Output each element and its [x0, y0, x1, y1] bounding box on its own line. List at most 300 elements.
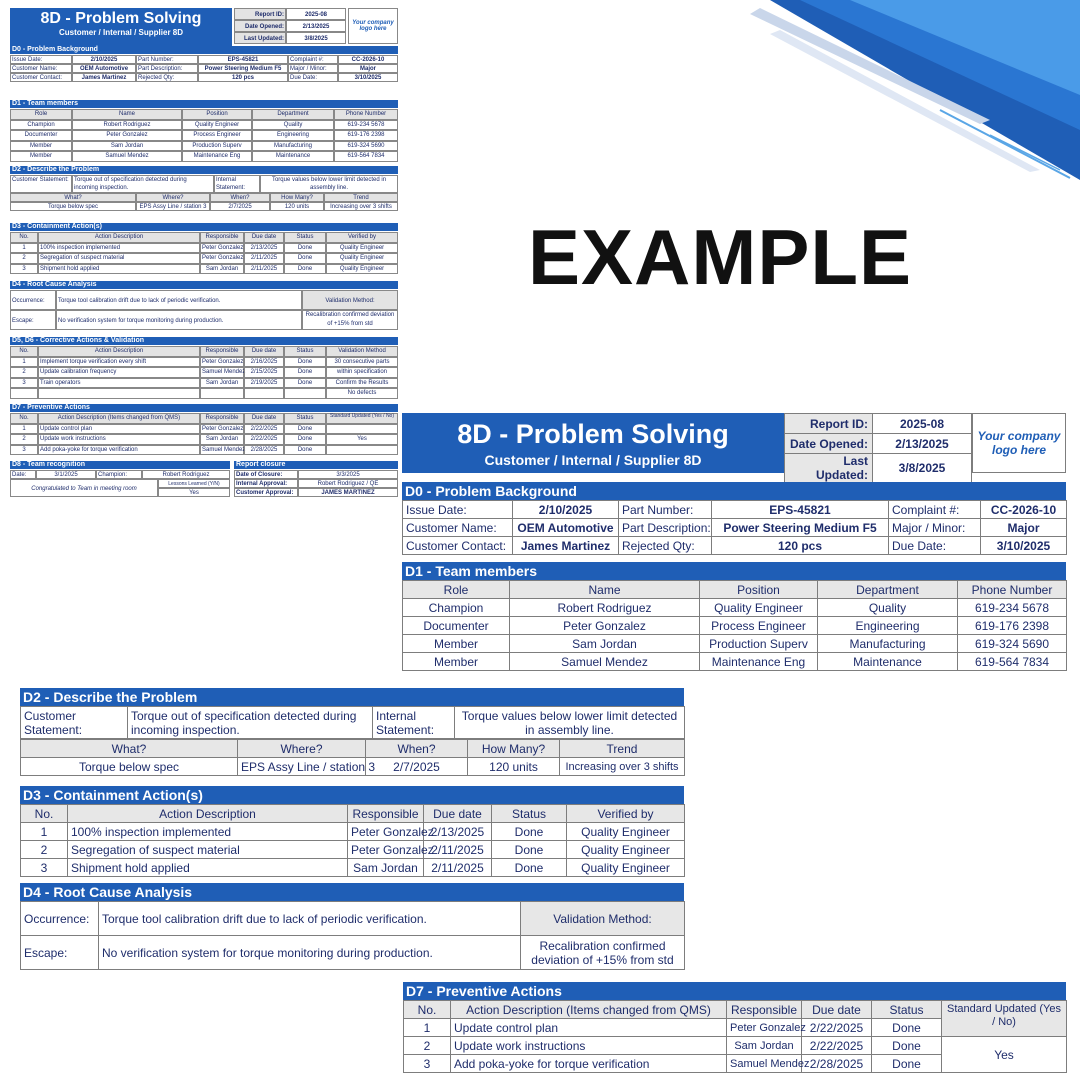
table-cell: Quality — [818, 599, 958, 617]
table-cell: 2 — [21, 841, 68, 859]
table-cell: Done — [872, 1037, 942, 1055]
table-cell: Samuel Mendez — [510, 653, 700, 671]
thumb-cell: Segregation of suspect material — [38, 253, 200, 264]
thumb-cell: Robert Rodriguez — [72, 120, 182, 131]
thumb-cell: Sam Jordan — [72, 141, 182, 152]
column-header: Action Description (Items changed from QMS) — [451, 1001, 727, 1019]
thumb-d1-title: D1 - Team members — [10, 100, 398, 108]
thumb-cell: Update calibration frequency — [38, 367, 200, 378]
thumb-row — [10, 151, 398, 162]
thumb-cell: Done — [284, 243, 326, 254]
d0-title: D0 - Problem Background — [402, 482, 1066, 500]
table-cell: Member — [403, 653, 510, 671]
thumb-cell: 2/16/2025 — [244, 357, 284, 368]
thumb-d7-title: D7 - Preventive Actions — [10, 404, 398, 412]
table-cell: Segregation of suspect material — [68, 841, 348, 859]
table-cell: Shipment hold applied — [68, 859, 348, 877]
table-cell: 2/11/2025 — [424, 859, 492, 877]
example-watermark: EXAMPLE — [528, 213, 913, 301]
d3-section — [20, 786, 684, 877]
thumb-cell: Quality Engineer — [326, 264, 398, 275]
thumb-cell: Update control plan — [38, 424, 200, 435]
thumb-cell: Done — [284, 357, 326, 368]
d7-section — [403, 982, 1066, 1073]
thumb-cell: No. — [10, 232, 38, 243]
table-cell: Samuel Mendez — [727, 1055, 802, 1073]
thumb-d8-champion-label: Champion: — [96, 470, 142, 479]
thumb-cell: Manufacturing — [252, 141, 334, 152]
column-header: Trend — [560, 740, 685, 758]
d3-header-row — [21, 805, 685, 823]
page-title: 8D - Problem Solving — [457, 419, 729, 449]
thumb-closure-title: Report closure — [234, 461, 398, 469]
thumb-occurrence-label: Occurrence: — [10, 290, 56, 310]
major-minor-value: Major — [981, 519, 1067, 537]
table-cell: Increasing over 3 shifts — [560, 758, 685, 776]
validation-method-value: Recalibration confirmed deviation of +15% from std — [521, 936, 685, 970]
thumb-cell: Department — [252, 109, 334, 120]
table-cell: Engineering — [818, 617, 958, 635]
thumb-cell: Champion — [10, 120, 72, 131]
column-header: Position — [700, 581, 818, 599]
column-header: How Many? — [468, 740, 560, 758]
table-cell: Robert Rodriguez — [510, 599, 700, 617]
table-cell: Torque below spec — [21, 758, 238, 776]
thumb-customer-name-label: Customer Name: — [10, 64, 72, 73]
column-header: No. — [21, 805, 68, 823]
thumb-cell: Action Description — [38, 232, 200, 243]
thumb-cell: Increasing over 3 shifts — [324, 202, 398, 211]
thumb-complaint-label: Complaint #: — [288, 55, 338, 64]
thumb-row — [10, 445, 398, 456]
column-header: Verified by — [567, 805, 685, 823]
thumb-cell: Due date — [244, 232, 284, 243]
table-cell: 100% inspection implemented — [68, 823, 348, 841]
thumb-cell: 30 consecutive parts — [326, 357, 398, 368]
thumb-cell: Quality Engineer — [182, 120, 252, 131]
thumb-closure-customer-label: Customer Approval: — [234, 488, 298, 497]
report-meta — [784, 413, 972, 483]
thumb-last-updated: 3/8/2025 — [286, 32, 346, 44]
team-member-row — [403, 653, 1067, 671]
thumb-closure-customer: JAMES MARTINEZ — [298, 488, 398, 497]
column-header: Standard Updated (Yes / No) — [942, 1001, 1067, 1037]
date-opened-label: Date Opened: — [785, 434, 873, 454]
table-cell: 3 — [404, 1055, 451, 1073]
thumb-cell — [326, 424, 398, 435]
thumb-date-opened: 2/13/2025 — [286, 20, 346, 32]
thumb-cell: Engineering — [252, 130, 334, 141]
thumb-cell: EPS Assy Line / station 3 — [136, 202, 210, 211]
thumb-row — [10, 357, 398, 368]
thumb-cell: Peter Gonzalez — [200, 243, 244, 254]
thumb-cell: Peter Gonzalez — [200, 253, 244, 264]
column-header: Where? — [238, 740, 366, 758]
thumb-internal-statement-label: Internal Statement: — [214, 175, 260, 193]
d1-section — [402, 562, 1066, 671]
table-cell: Peter Gonzalez — [348, 823, 424, 841]
thumb-issue-date: 2/10/2025 — [72, 55, 136, 64]
thumb-cell — [38, 388, 200, 399]
due-date-value: 3/10/2025 — [981, 537, 1067, 555]
thumb-cell: Maintenance — [252, 151, 334, 162]
thumb-cell: Train operators — [38, 378, 200, 389]
thumb-cell: Member — [10, 151, 72, 162]
thumb-d4-title: D4 - Root Cause Analysis — [10, 281, 398, 289]
thumb-cell: Torque below spec — [10, 202, 136, 211]
escape-label: Escape: — [21, 936, 99, 970]
column-header: Status — [492, 805, 567, 823]
thumb-row — [10, 130, 398, 141]
thumb-customer-statement: Torque out of specification detected during incoming inspection. — [72, 175, 214, 193]
thumb-row — [10, 367, 398, 378]
thumb-row — [10, 264, 398, 275]
thumb-cell: 2 — [10, 434, 38, 445]
thumb-cell: Name — [72, 109, 182, 120]
thumb-cell: Position — [182, 109, 252, 120]
thumb-major-minor-label: Major / Minor: — [288, 64, 338, 73]
column-header: Action Description — [68, 805, 348, 823]
thumb-d8-date-label: Date: — [10, 470, 36, 479]
thumb-cell: 2/28/2025 — [244, 445, 284, 456]
table-cell: Quality Engineer — [567, 823, 685, 841]
thumb-cell: Responsible — [200, 232, 244, 243]
table-cell: Sam Jordan — [348, 859, 424, 877]
d4-section — [20, 883, 684, 970]
thumb-row — [10, 388, 398, 399]
thumb-cell: Done — [284, 378, 326, 389]
thumb-row — [10, 120, 398, 131]
thumb-escape-label: Escape: — [10, 310, 56, 330]
table-cell: Maintenance Eng — [700, 653, 818, 671]
thumb-cell: Done — [284, 434, 326, 445]
thumb-cell: 1 — [10, 357, 38, 368]
thumb-d8-date: 3/1/2025 — [36, 470, 96, 479]
column-header: Due date — [424, 805, 492, 823]
report-header — [402, 413, 1066, 482]
thumb-cell: Quality — [252, 120, 334, 131]
thumb-cell: Peter Gonzalez — [200, 424, 244, 435]
table-cell: Documenter — [403, 617, 510, 635]
team-member-row — [403, 599, 1067, 617]
thumb-cell — [326, 445, 398, 456]
thumb-logo-placeholder: Your company logo here — [348, 8, 398, 44]
thumb-customer-contact: James Martinez — [72, 73, 136, 82]
rejected-qty-value: 120 pcs — [712, 537, 889, 555]
thumb-issue-date-label: Issue Date: — [10, 55, 72, 64]
escape-value: No verification system for torque monitoring during production. — [99, 936, 521, 970]
thumb-cell: Samuel Mendez — [200, 445, 244, 456]
report-id-value: 2025-08 — [873, 414, 972, 434]
table-cell: Peter Gonzalez — [727, 1019, 802, 1037]
table-cell: Done — [492, 859, 567, 877]
thumb-cell: 2/11/2025 — [244, 253, 284, 264]
table-cell: Done — [872, 1055, 942, 1073]
thumb-cell: 1 — [10, 424, 38, 435]
table-cell: Quality Engineer — [567, 859, 685, 877]
thumb-occurrence: Torque tool calibration drift due to lack of periodic verification. — [56, 290, 302, 310]
thumb-cell: 619-176 2398 — [334, 130, 398, 141]
thumb-cell: Due date — [244, 413, 284, 424]
table-cell: 2/22/2025 — [802, 1037, 872, 1055]
occurrence-label: Occurrence: — [21, 902, 99, 936]
thumb-cell: Action Description (Items changed from QMS) — [38, 413, 200, 424]
thumb-row — [10, 243, 398, 254]
thumb-cell: Done — [284, 367, 326, 378]
last-updated-value: 3/8/2025 — [873, 454, 972, 483]
column-header: Status — [872, 1001, 942, 1019]
thumb-cell: 3 — [10, 378, 38, 389]
thumb-cell: Verified by — [326, 232, 398, 243]
thumb-closure-date: 3/3/2025 — [298, 470, 398, 479]
thumb-cell: 2/7/2025 — [210, 202, 270, 211]
table-cell: 2/13/2025 — [424, 823, 492, 841]
thumb-major-minor: Major — [338, 64, 398, 73]
thumb-title: 8D - Problem Solving — [40, 10, 202, 27]
table-cell: 619-324 5690 — [958, 635, 1067, 653]
d4-title: D4 - Root Cause Analysis — [20, 883, 684, 901]
thumb-cell: Documenter — [10, 130, 72, 141]
thumb-due-date: 3/10/2025 — [338, 73, 398, 82]
column-header: Responsible — [348, 805, 424, 823]
thumb-cell: What? — [10, 193, 136, 202]
thumb-rejected-qty: 120 pcs — [198, 73, 288, 82]
issue-date-label: Issue Date: — [403, 501, 513, 519]
containment-row — [21, 823, 685, 841]
thumb-d3-title: D3 - Containment Action(s) — [10, 223, 398, 231]
thumb-cell: Responsible — [200, 346, 244, 357]
thumb-cell: Sam Jordan — [200, 434, 244, 445]
thumb-header-row — [10, 193, 398, 202]
thumbnail-full-sheet — [10, 6, 398, 496]
company-logo-placeholder: Your company logo here — [972, 413, 1066, 473]
thumb-cell: 619-234 5678 — [334, 120, 398, 131]
thumb-cell: 619-324 5690 — [334, 141, 398, 152]
thumb-cell: 1 — [10, 243, 38, 254]
containment-row — [21, 841, 685, 859]
d0-section — [402, 482, 1066, 555]
table-cell: 2/7/2025 — [366, 758, 468, 776]
column-header: No. — [404, 1001, 451, 1019]
thumb-cell: Where? — [136, 193, 210, 202]
thumb-cell: 120 units — [270, 202, 324, 211]
thumb-cell: How Many? — [270, 193, 324, 202]
rejected-qty-label: Rejected Qty: — [619, 537, 712, 555]
thumb-cell: No defects — [326, 388, 398, 399]
thumb-validation: Recalibration confirmed deviation of +15% from std — [302, 310, 398, 330]
corner-stripes-decoration — [740, 0, 1080, 200]
thumb-d2-title: D2 - Describe the Problem — [10, 166, 398, 174]
table-cell: 120 units — [468, 758, 560, 776]
thumb-part-number-label: Part Number: — [136, 55, 198, 64]
thumb-cell: 2 — [10, 367, 38, 378]
complaint-value: CC-2026-10 — [981, 501, 1067, 519]
validation-method-label: Validation Method: — [521, 902, 685, 936]
thumb-internal-statement: Torque values below lower limit detected in assembly line. — [260, 175, 398, 193]
thumb-escape: No verification system for torque monitoring during production. — [56, 310, 302, 330]
table-cell: Sam Jordan — [727, 1037, 802, 1055]
thumb-customer-statement-label: Customer Statement: — [10, 175, 72, 193]
thumb-cell: Status — [284, 413, 326, 424]
thumb-cell: Due date — [244, 346, 284, 357]
thumb-cell: Done — [284, 424, 326, 435]
title-box — [402, 413, 784, 473]
due-date-label: Due Date: — [889, 537, 981, 555]
table-cell: Maintenance — [818, 653, 958, 671]
thumb-cell: Production Superv — [182, 141, 252, 152]
thumb-report-id-label: Report ID: — [234, 8, 286, 20]
d7-header-row — [404, 1001, 1067, 1019]
preventive-action-row — [404, 1037, 1067, 1055]
thumb-customer-contact-label: Customer Contact: — [10, 73, 72, 82]
table-cell: 619-564 7834 — [958, 653, 1067, 671]
thumb-cell: When? — [210, 193, 270, 202]
thumb-header-row — [10, 413, 398, 424]
thumb-report-meta — [234, 8, 346, 44]
thumb-d8-lessons-label: Lessons Learned (Y/N) — [158, 479, 230, 488]
customer-contact-value: James Martinez — [513, 537, 619, 555]
thumb-cell — [10, 388, 38, 399]
table-cell: 1 — [21, 823, 68, 841]
thumb-header-row — [10, 109, 398, 120]
thumb-part-number: EPS-45821 — [198, 55, 288, 64]
thumb-header-row — [10, 232, 398, 243]
thumb-cell: 2/11/2025 — [244, 264, 284, 275]
table-cell: Add poka-yoke for torque verification — [451, 1055, 727, 1073]
thumb-cell: 2/19/2025 — [244, 378, 284, 389]
thumb-cell: Standard Updated (Yes / No) — [326, 413, 398, 424]
thumb-row — [10, 253, 398, 264]
major-minor-label: Major / Minor: — [889, 519, 981, 537]
thumb-cell: Responsible — [200, 413, 244, 424]
table-cell: Done — [492, 841, 567, 859]
thumb-cell: Status — [284, 346, 326, 357]
d2-header-row — [21, 740, 685, 758]
thumb-cell: No. — [10, 346, 38, 357]
thumb-closure-date-label: Date of Closure: — [234, 470, 298, 479]
part-description-value: Power Steering Medium F5 — [712, 519, 889, 537]
thumb-cell: Action Description — [38, 346, 200, 357]
thumb-part-desc: Power Steering Medium F5 — [198, 64, 288, 73]
table-cell: 1 — [404, 1019, 451, 1037]
table-cell: 2/22/2025 — [802, 1019, 872, 1037]
thumb-d0-title: D0 - Problem Background — [10, 46, 398, 54]
table-cell: Sam Jordan — [510, 635, 700, 653]
d2-values-row — [21, 758, 685, 776]
date-opened-value: 2/13/2025 — [873, 434, 972, 454]
table-cell: Member — [403, 635, 510, 653]
thumb-cell: Validation Method — [326, 346, 398, 357]
thumb-due-date-label: Due Date: — [288, 73, 338, 82]
table-cell: Process Engineer — [700, 617, 818, 635]
table-cell: Done — [872, 1019, 942, 1037]
column-header: What? — [21, 740, 238, 758]
issue-date-value: 2/10/2025 — [513, 501, 619, 519]
thumb-cell: Peter Gonzalez — [72, 130, 182, 141]
thumb-cell: 3 — [10, 445, 38, 456]
customer-name-value: OEM Automotive — [513, 519, 619, 537]
customer-contact-label: Customer Contact: — [403, 537, 513, 555]
thumb-cell — [284, 388, 326, 399]
thumb-row — [10, 141, 398, 152]
thumb-cell: Update work instructions — [38, 434, 200, 445]
thumb-cell: 2/13/2025 — [244, 243, 284, 254]
thumb-cell: Add poka-yoke for torque verification — [38, 445, 200, 456]
thumb-cell: Status — [284, 232, 326, 243]
table-cell: 619-176 2398 — [958, 617, 1067, 635]
thumb-cell: Peter Gonzalez — [200, 357, 244, 368]
thumb-cell: Trend — [324, 193, 398, 202]
thumb-date-opened-label: Date Opened: — [234, 20, 286, 32]
thumb-cell: Done — [284, 264, 326, 275]
table-cell: 619-234 5678 — [958, 599, 1067, 617]
thumb-row — [10, 378, 398, 389]
occurrence-value: Torque tool calibration drift due to lack of periodic verification. — [99, 902, 521, 936]
thumb-row — [10, 202, 398, 211]
thumb-cell: Process Engineer — [182, 130, 252, 141]
column-header: Due date — [802, 1001, 872, 1019]
table-cell: Champion — [403, 599, 510, 617]
part-number-label: Part Number: — [619, 501, 712, 519]
thumb-cell: Member — [10, 141, 72, 152]
thumb-closure-internal-label: Internal Approval: — [234, 479, 298, 488]
table-cell: Update control plan — [451, 1019, 727, 1037]
thumb-report-id: 2025-08 — [286, 8, 346, 20]
d7-title: D7 - Preventive Actions — [403, 982, 1066, 1000]
page-subtitle: Customer / Internal / Supplier 8D — [484, 452, 702, 468]
thumb-cell — [200, 388, 244, 399]
customer-statement-label: Customer Statement: — [21, 707, 128, 739]
containment-row — [21, 859, 685, 877]
thumb-cell: Confirm the Results — [326, 378, 398, 389]
thumb-cell: Maintenance Eng — [182, 151, 252, 162]
thumb-rejected-qty-label: Rejected Qty: — [136, 73, 198, 82]
table-cell: 3 — [21, 859, 68, 877]
internal-statement-value: Torque values below lower limit detected in assembly line. — [455, 707, 685, 739]
thumb-cell: within specification — [326, 367, 398, 378]
thumb-d8-message: Congratulated to Team in meeting room — [10, 479, 158, 497]
thumb-cell: Implement torque verification every shift — [38, 357, 200, 368]
thumb-cell: Samuel Mendez — [200, 367, 244, 378]
part-number-value: EPS-45821 — [712, 501, 889, 519]
thumb-customer-name: OEM Automotive — [72, 64, 136, 73]
thumb-cell — [244, 388, 284, 399]
table-cell: Production Superv — [700, 635, 818, 653]
table-cell: Done — [492, 823, 567, 841]
column-header: Responsible — [727, 1001, 802, 1019]
thumb-d8-title: D8 - Team recognition — [10, 461, 230, 469]
thumb-part-desc-label: Part Description: — [136, 64, 198, 73]
thumb-cell: No. — [10, 413, 38, 424]
table-cell: Peter Gonzalez — [348, 841, 424, 859]
table-cell: 2 — [404, 1037, 451, 1055]
table-cell: EPS Assy Line / station 3 — [238, 758, 366, 776]
team-member-row — [403, 617, 1067, 635]
thumb-cell: Done — [284, 253, 326, 264]
thumb-subtitle: Customer / Internal / Supplier 8D — [58, 28, 184, 37]
thumb-cell: 619-564 7834 — [334, 151, 398, 162]
thumb-d56-title: D5, D6 - Corrective Actions & Validation — [10, 337, 398, 345]
thumb-cell: 2/15/2025 — [244, 367, 284, 378]
report-id-label: Report ID: — [785, 414, 873, 434]
table-cell: Quality Engineer — [700, 599, 818, 617]
thumb-cell: Phone Number — [334, 109, 398, 120]
thumb-cell: Yes — [326, 434, 398, 445]
column-header: Name — [510, 581, 700, 599]
last-updated-label: Last Updated: — [785, 454, 873, 483]
complaint-label: Complaint #: — [889, 501, 981, 519]
table-cell: Update work instructions — [451, 1037, 727, 1055]
